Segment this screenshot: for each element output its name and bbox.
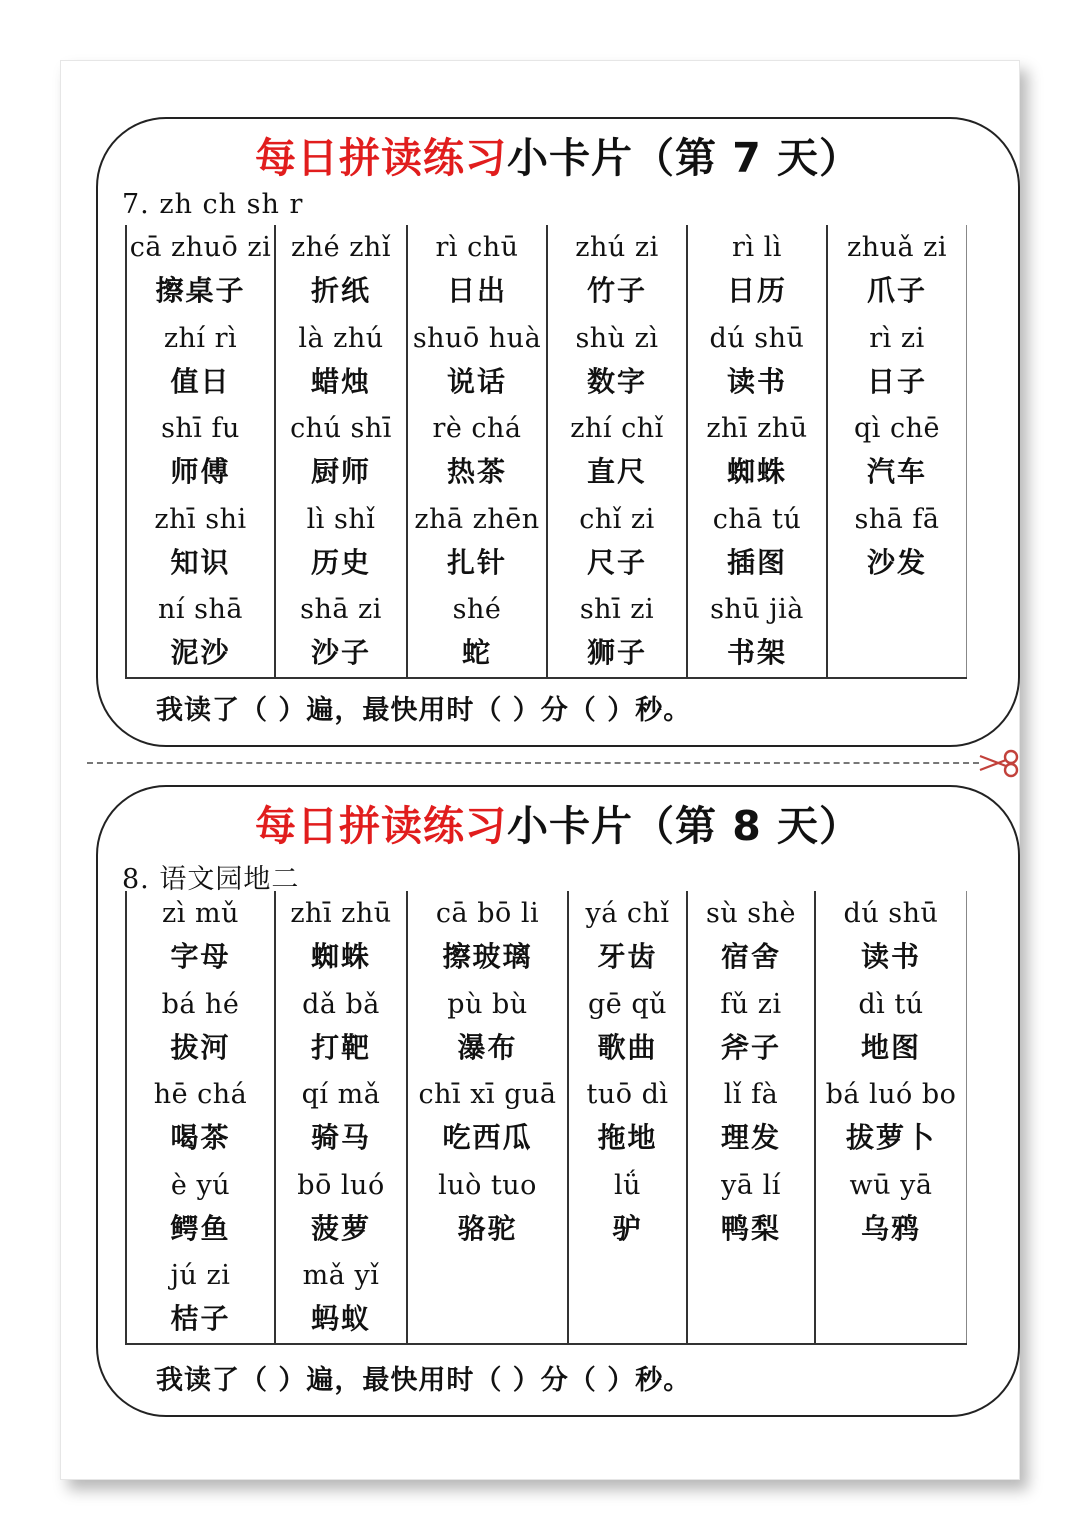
lesson-heading: 7. zh ch sh r (122, 189, 304, 220)
hanzi-text: 拖地 (597, 1121, 658, 1154)
word-cell (408, 891, 567, 982)
word-cell (408, 497, 546, 588)
word-column (688, 891, 816, 1343)
pinyin-text: qì chē (854, 413, 940, 444)
word-cell (828, 316, 966, 407)
pinyin-text: hē chá (153, 1079, 248, 1110)
pinyin-text: bá hé (161, 988, 240, 1020)
pinyin-text: shī fu (161, 413, 240, 444)
hanzi-text: 骑马 (310, 1121, 371, 1154)
word-column (688, 225, 828, 677)
word-cell (548, 406, 686, 497)
pinyin-text: rì zi (869, 322, 925, 354)
word-cell (828, 225, 966, 316)
pinyin-text: zhé zhǐ (291, 232, 391, 263)
pinyin-text: lì shǐ (306, 503, 376, 535)
word-cell (688, 587, 826, 678)
word-cell (276, 225, 406, 316)
word-cell (127, 1072, 274, 1163)
hanzi-text: 插图 (726, 545, 787, 579)
hanzi-text: 吃西瓜 (442, 1121, 533, 1154)
word-cell (828, 406, 966, 497)
reading-log-line: 我读了（ ）遍，最快用时（ ）分（ ）秒。 (156, 1365, 692, 1396)
word-column (276, 225, 408, 677)
word-cell (276, 497, 406, 588)
hanzi-text: 日历 (726, 274, 787, 307)
word-cell (688, 316, 826, 407)
pinyin-text: shuō huà (412, 322, 542, 354)
word-cell (816, 891, 966, 982)
word-cell (276, 587, 406, 678)
pinyin-text: shā zi (300, 594, 382, 625)
word-cell (408, 316, 546, 407)
word-cell (548, 497, 686, 588)
cut-line (87, 762, 979, 764)
word-cell (816, 982, 966, 1073)
pinyin-text: tuō dì (586, 1079, 669, 1110)
word-cell (276, 1253, 406, 1344)
word-cell (569, 1072, 686, 1163)
hanzi-text: 师傅 (170, 455, 231, 488)
word-cell (816, 1072, 966, 1163)
pinyin-text: yá chǐ (585, 898, 670, 929)
hanzi-text: 蜘蛛 (310, 940, 371, 973)
pinyin-text: cā bō li (435, 898, 540, 929)
hanzi-text: 理发 (720, 1121, 781, 1154)
pinyin-text: dì tú (858, 988, 924, 1020)
pinyin-text: è yú (170, 1169, 231, 1201)
word-cell (548, 587, 686, 678)
hanzi-text: 骆驼 (457, 1211, 518, 1245)
hanzi-text: 竹子 (586, 274, 647, 307)
pinyin-text: ní shā (158, 594, 243, 625)
hanzi-text: 值日 (170, 364, 231, 398)
word-cell (688, 1072, 814, 1163)
word-cell (548, 316, 686, 407)
pinyin-text: zhī shi (154, 503, 247, 535)
pinyin-text: lǐ fà (723, 1079, 779, 1110)
hanzi-text: 蚂蚁 (310, 1302, 371, 1335)
word-cell (127, 225, 274, 316)
hanzi-text: 沙发 (866, 545, 927, 579)
day-8-card (96, 785, 1020, 1417)
pinyin-text: bá luó bo (825, 1079, 957, 1110)
hanzi-text: 地图 (860, 1030, 921, 1064)
pinyin-text: shā fā (854, 503, 940, 535)
pinyin-text: zhī zhū (290, 898, 392, 929)
hanzi-text: 喝茶 (170, 1121, 231, 1154)
word-cell (276, 1163, 406, 1254)
hanzi-text: 读书 (726, 364, 787, 398)
word-cell (569, 982, 686, 1073)
hanzi-text: 历史 (310, 545, 371, 579)
hanzi-text: 直尺 (586, 455, 647, 488)
hanzi-text: 桔子 (170, 1302, 231, 1335)
word-cell (127, 587, 274, 678)
pinyin-text: pù bù (447, 988, 528, 1020)
card-title-black: 小卡片（第 8 天） (506, 802, 862, 850)
hanzi-text: 扎针 (446, 545, 507, 579)
hanzi-text: 知识 (170, 545, 231, 579)
word-cell (828, 497, 966, 588)
hanzi-text: 擦玻璃 (442, 940, 533, 973)
word-cell (548, 225, 686, 316)
word-cell (408, 406, 546, 497)
pinyin-text: shī zi (579, 594, 655, 625)
pinyin-text: là zhú (298, 322, 384, 354)
pinyin-text: lǘ (613, 1169, 642, 1201)
word-column (408, 891, 569, 1343)
hanzi-text: 说话 (446, 364, 507, 398)
pinyin-text: chú shī (290, 413, 392, 444)
pinyin-text: chī xī guā (418, 1079, 557, 1110)
hanzi-text: 数字 (586, 364, 647, 398)
hanzi-text: 宿舍 (720, 940, 781, 973)
pinyin-text: zhí chǐ (570, 413, 664, 444)
word-cell (127, 891, 274, 982)
hanzi-text: 字母 (170, 940, 231, 973)
pinyin-text: jú zi (170, 1260, 231, 1291)
hanzi-text: 读书 (860, 940, 921, 973)
pinyin-text: zhī zhū (706, 413, 808, 444)
word-column (828, 225, 967, 677)
word-cell (127, 1253, 274, 1344)
hanzi-text: 歌曲 (597, 1030, 658, 1064)
pinyin-text: rè chá (432, 413, 522, 444)
pinyin-text: rì chū (435, 232, 519, 263)
pinyin-text: yā lí (721, 1169, 781, 1201)
pinyin-text: cā zhuō zi (129, 232, 272, 263)
pinyin-text: zhú zi (575, 232, 659, 263)
pinyin-text: wū yā (849, 1169, 933, 1201)
word-cell (276, 316, 406, 407)
word-cell (408, 587, 546, 678)
word-cell (408, 1072, 567, 1163)
hanzi-text: 蜡烛 (310, 364, 371, 398)
word-grid (125, 225, 967, 679)
hanzi-text: 书架 (726, 636, 787, 669)
pinyin-text: mǎ yǐ (302, 1260, 380, 1291)
word-cell (276, 982, 406, 1073)
word-cell (276, 1072, 406, 1163)
word-cell (569, 891, 686, 982)
hanzi-text: 瀑布 (457, 1030, 518, 1064)
hanzi-text: 蛇 (461, 636, 492, 669)
hanzi-text: 斧子 (720, 1030, 781, 1064)
word-cell (127, 316, 274, 407)
word-cell (688, 406, 826, 497)
hanzi-text: 日出 (446, 274, 507, 307)
hanzi-text: 擦桌子 (155, 274, 246, 307)
hanzi-text: 拔萝卜 (845, 1121, 936, 1154)
word-cell (127, 982, 274, 1073)
pinyin-text: dú shū (709, 322, 805, 354)
hanzi-text: 厨师 (310, 455, 371, 488)
word-cell (276, 406, 406, 497)
word-cell (408, 225, 546, 316)
pinyin-text: luò tuo (438, 1169, 537, 1201)
pinyin-text: dú shū (843, 898, 939, 929)
hanzi-text: 乌鸦 (860, 1211, 921, 1245)
card-title (98, 793, 1018, 852)
pinyin-text: rì lì (732, 232, 782, 263)
hanzi-text: 爪子 (866, 274, 927, 307)
word-column (548, 225, 688, 677)
word-cell (276, 891, 406, 982)
card-title-black: 小卡片（第 7 天） (506, 134, 862, 182)
word-column (127, 891, 276, 1343)
pinyin-text: gē qǔ (587, 988, 668, 1020)
pinyin-text: zhā zhēn (414, 503, 540, 535)
hanzi-text: 泥沙 (170, 636, 231, 669)
pinyin-text: zhí rì (163, 322, 238, 354)
word-cell (127, 1163, 274, 1254)
word-grid (125, 891, 967, 1345)
word-cell (127, 497, 274, 588)
hanzi-text: 拔河 (170, 1030, 231, 1064)
hanzi-text: 驴 (612, 1211, 643, 1245)
word-cell (688, 891, 814, 982)
card-title (98, 125, 1018, 184)
hanzi-text: 折纸 (310, 274, 371, 307)
pinyin-text: fǔ zi (720, 988, 782, 1020)
word-cell (408, 982, 567, 1073)
word-column (408, 225, 548, 677)
hanzi-text: 打靶 (310, 1030, 371, 1064)
hanzi-text: 鳄鱼 (170, 1211, 231, 1245)
word-cell (816, 1163, 966, 1254)
hanzi-text: 蜘蛛 (726, 455, 787, 488)
hanzi-text: 汽车 (866, 455, 927, 488)
card-title-red: 每日拼读练习 (254, 134, 507, 182)
pinyin-text: zhuǎ zi (846, 232, 948, 263)
pinyin-text: chǐ zi (579, 503, 655, 535)
card-title-red: 每日拼读练习 (254, 802, 507, 850)
word-column (816, 891, 967, 1343)
pinyin-text: bō luó (297, 1169, 385, 1201)
hanzi-text: 热茶 (446, 455, 507, 488)
day-7-card (96, 117, 1020, 747)
word-cell (688, 225, 826, 316)
pinyin-text: qí mǎ (301, 1079, 381, 1110)
pinyin-text: shù zì (575, 322, 659, 354)
word-cell (127, 406, 274, 497)
hanzi-text: 狮子 (586, 636, 647, 669)
pinyin-text: chā tú (712, 503, 802, 535)
word-column (276, 891, 408, 1343)
hanzi-text: 日子 (866, 364, 927, 398)
hanzi-text: 菠萝 (310, 1211, 371, 1245)
scissors-icon (978, 746, 1020, 780)
hanzi-text: 鸭梨 (720, 1211, 781, 1245)
word-cell (408, 1163, 567, 1254)
word-cell (569, 1163, 686, 1254)
pinyin-text: sù shè (705, 898, 797, 929)
word-cell (688, 982, 814, 1073)
word-column (569, 891, 688, 1343)
word-cell (688, 497, 826, 588)
word-cell (688, 1163, 814, 1254)
hanzi-text: 沙子 (310, 636, 371, 669)
pinyin-text: shū jià (710, 594, 804, 625)
reading-log-line: 我读了（ ）遍，最快用时（ ）分（ ）秒。 (156, 695, 692, 726)
pinyin-text: zì mǔ (162, 898, 239, 929)
lesson-heading: 8. 语文园地二 (122, 864, 300, 895)
pinyin-text: shé (452, 594, 502, 625)
hanzi-text: 尺子 (586, 545, 647, 579)
pinyin-text: dǎ bǎ (302, 988, 380, 1020)
hanzi-text: 牙齿 (597, 940, 658, 973)
word-column (127, 225, 276, 677)
